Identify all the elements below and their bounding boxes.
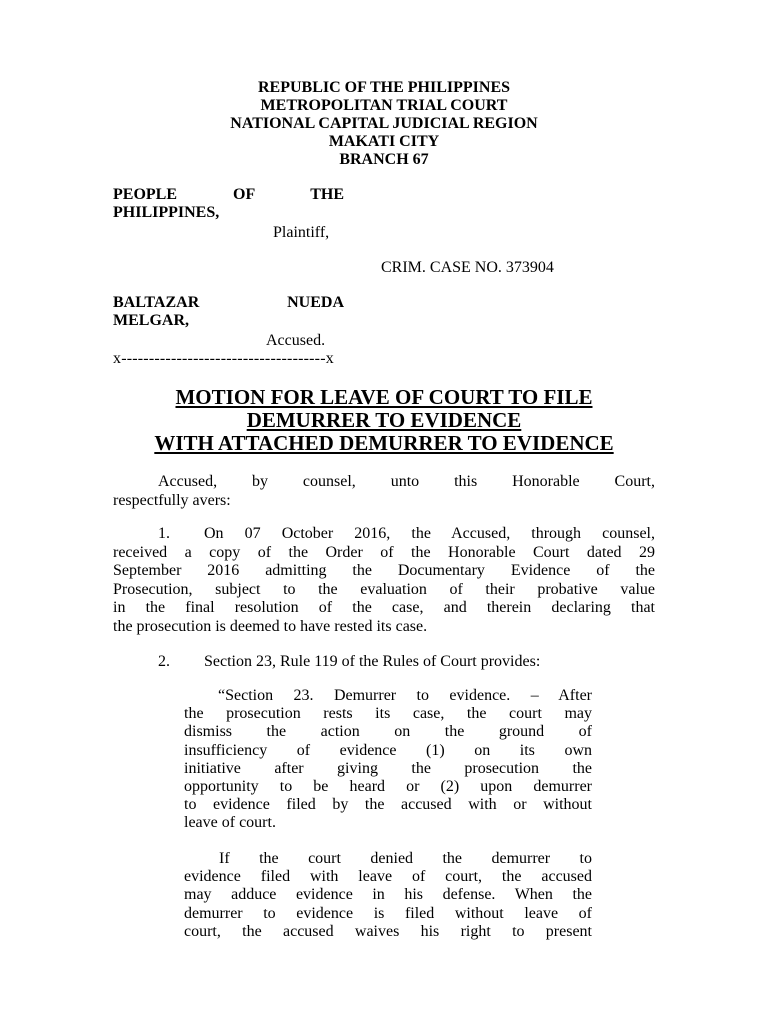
quote-section-23 [184,687,592,833]
plaintiff-word-people: PEOPLE [113,186,178,203]
plaintiff-role: Plaintiff, [273,224,330,241]
title-line2: DEMURRER TO EVIDENCE [246,408,522,432]
quote-line: demurrer to evidence is filed without leave of [184,904,592,922]
plaintiff-word-the: THE [310,186,344,203]
quote-line: dismiss the action on the ground of [184,723,592,741]
para1-line: Prosecution, subject to the evaluation of their probative value [113,580,655,598]
para1-line: in the final resolution of the case, and therein declaring that [113,599,655,617]
para1-body [113,525,655,637]
accused-role: Accused. [266,332,326,349]
plaintiff-name-line2: PHILIPPINES, [113,204,220,221]
quote-line: evidence filed with leave of court, the accused [184,868,592,886]
header-region: NATIONAL CAPITAL JUDICIAL REGION [230,115,538,132]
quote-line: insufficiency of evidence (1) on its own [184,741,592,759]
quote-section-23-cont [184,850,592,941]
para1-line: received a copy of the Order of the Honorable Court dated 29 [113,543,655,561]
caption-separator: x-------------------------------------x [113,350,334,367]
quote-line: the prosecution rests its case, the court may [184,705,592,723]
header-court: METROPOLITAN TRIAL COURT [260,97,508,114]
court-header [0,79,768,169]
title-line1: MOTION FOR LEAVE OF COURT TO FILE [175,385,593,409]
header-city: MAKATI CITY [328,133,440,150]
para1-line: September 2016 admitting the Documentary Evidence of the [113,562,655,580]
quote-line: If the court denied the demurrer to [219,850,592,867]
para2-text: Section 23, Rule 119 of the Rules of Court provides: [204,653,541,670]
case-number: CRIM. CASE NO. 373904 [381,259,554,276]
quote-line: initiative after giving the prosecution the [184,759,592,777]
para1-line: the prosecution is deemed to have rested its case. [113,617,428,635]
plaintiff-word-of: OF [233,186,256,203]
intro-paragraph [113,473,655,510]
para1-number: 1. [158,525,170,542]
quote-line: may adduce evidence in his defense. When the [184,886,592,904]
quote-line: to evidence filed by the accused with or without [184,796,592,814]
intro-line: Accused, by counsel, unto this Honorable Court, [158,473,655,490]
header-republic: REPUBLIC OF THE PHILIPPINES [257,79,511,96]
accused-name-line2: MELGAR, [113,312,189,329]
intro-line: respectfully avers: [113,491,231,509]
title-line3: WITH ATTACHED DEMURRER TO EVIDENCE [154,431,614,455]
quote-line: “Section 23. Demurrer to evidence. – After [218,687,592,704]
quote-line: court, the accused waives his right to present [184,922,592,940]
header-branch: BRANCH 67 [339,151,429,168]
quote-line: leave of court. [184,814,276,832]
para1-line: On 07 October 2016, the Accused, through counsel, [204,525,655,542]
quote-line: opportunity to be heard or (2) upon demurrer [184,777,592,795]
accused-word-nueda: NUEDA [287,294,344,311]
accused-word-baltazar: BALTAZAR [113,294,200,311]
para2-number: 2. [158,653,170,670]
